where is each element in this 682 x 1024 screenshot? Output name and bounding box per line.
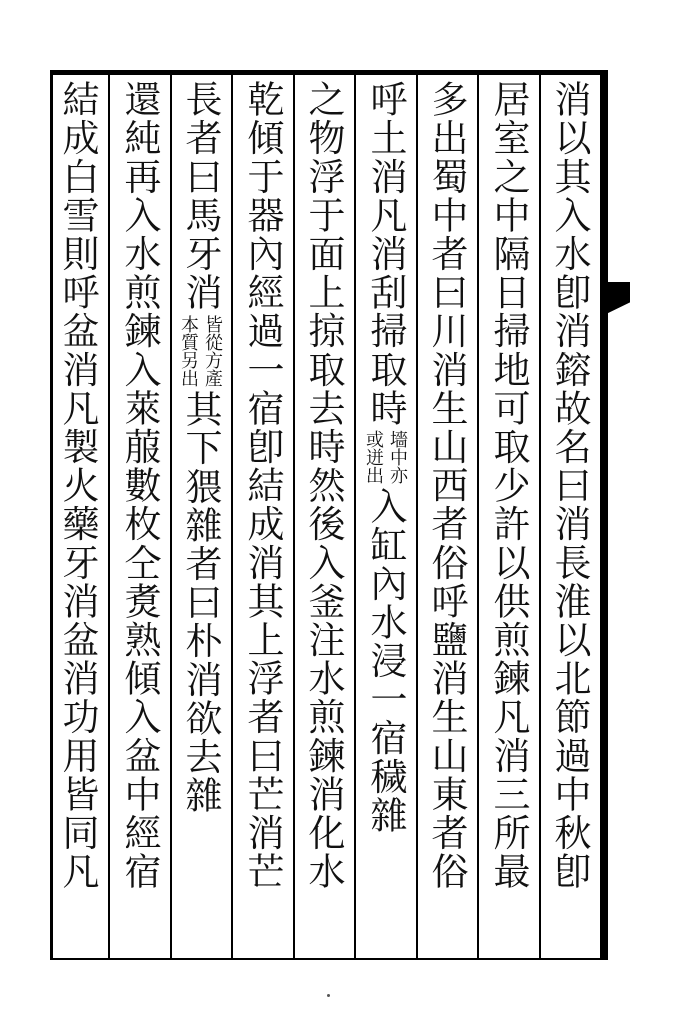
main-text: 多出蜀中者曰川消生山西者俗呼鹽消生山東者俗 [425, 80, 468, 891]
main-text: 消以其入水卽消鎔故名曰消長淮以北節過中秋卽 [548, 80, 591, 891]
column-rule [293, 74, 295, 958]
text-column [542, 80, 596, 954]
text-column [296, 80, 350, 954]
note-text-left: 或迸出 [363, 430, 384, 485]
column-rule [416, 74, 418, 958]
note-text-right: 墻中亦 [387, 430, 408, 485]
frame-bottom-border [50, 958, 608, 960]
interlinear-note [177, 315, 223, 387]
text-column [481, 80, 535, 954]
interlinear-note [362, 430, 408, 484]
main-text: 還純再入水煎鍊入萊菔數枚仝煑熟傾入盆中經宿 [118, 80, 161, 891]
column-rule [108, 74, 110, 958]
main-text: 居室之中隔日掃地可取少許以供煎鍊凡消三所最 [487, 80, 530, 891]
main-text: 呼土消凡消刮掃取時 [364, 80, 407, 428]
main-text: 長者曰馬牙消 [179, 80, 222, 312]
column-rule [539, 74, 541, 958]
column-rule [477, 74, 479, 958]
ink-speck [327, 994, 330, 997]
text-column [358, 80, 412, 954]
text-column [112, 80, 166, 954]
text-column [419, 80, 473, 954]
column-rule [231, 74, 233, 958]
main-text: 其下猥雜者曰朴消欲去雜 [179, 389, 222, 815]
text-column [173, 80, 227, 954]
column-rule [354, 74, 356, 958]
main-text: 結成白雪則呼盆消凡製火藥牙消盆消功用皆同凡 [56, 80, 99, 891]
main-text: 乾傾于器內經過一宿卽結成消其上浮者曰芒消芒 [241, 80, 284, 891]
fishtail-mark [602, 282, 630, 316]
column-rule [170, 74, 172, 958]
main-text: 之物浮于面上掠取去時然後入釜注水煎鍊消化水 [302, 80, 345, 891]
text-column [235, 80, 289, 954]
main-text: 入缸內水浸一宿穢雜 [364, 487, 407, 835]
text-column [50, 80, 104, 954]
note-text-right: 皆從方產 [202, 314, 223, 387]
frame-right-border [600, 70, 608, 960]
note-text-left: 本質另出 [178, 314, 199, 387]
frame-top-border [50, 70, 608, 75]
